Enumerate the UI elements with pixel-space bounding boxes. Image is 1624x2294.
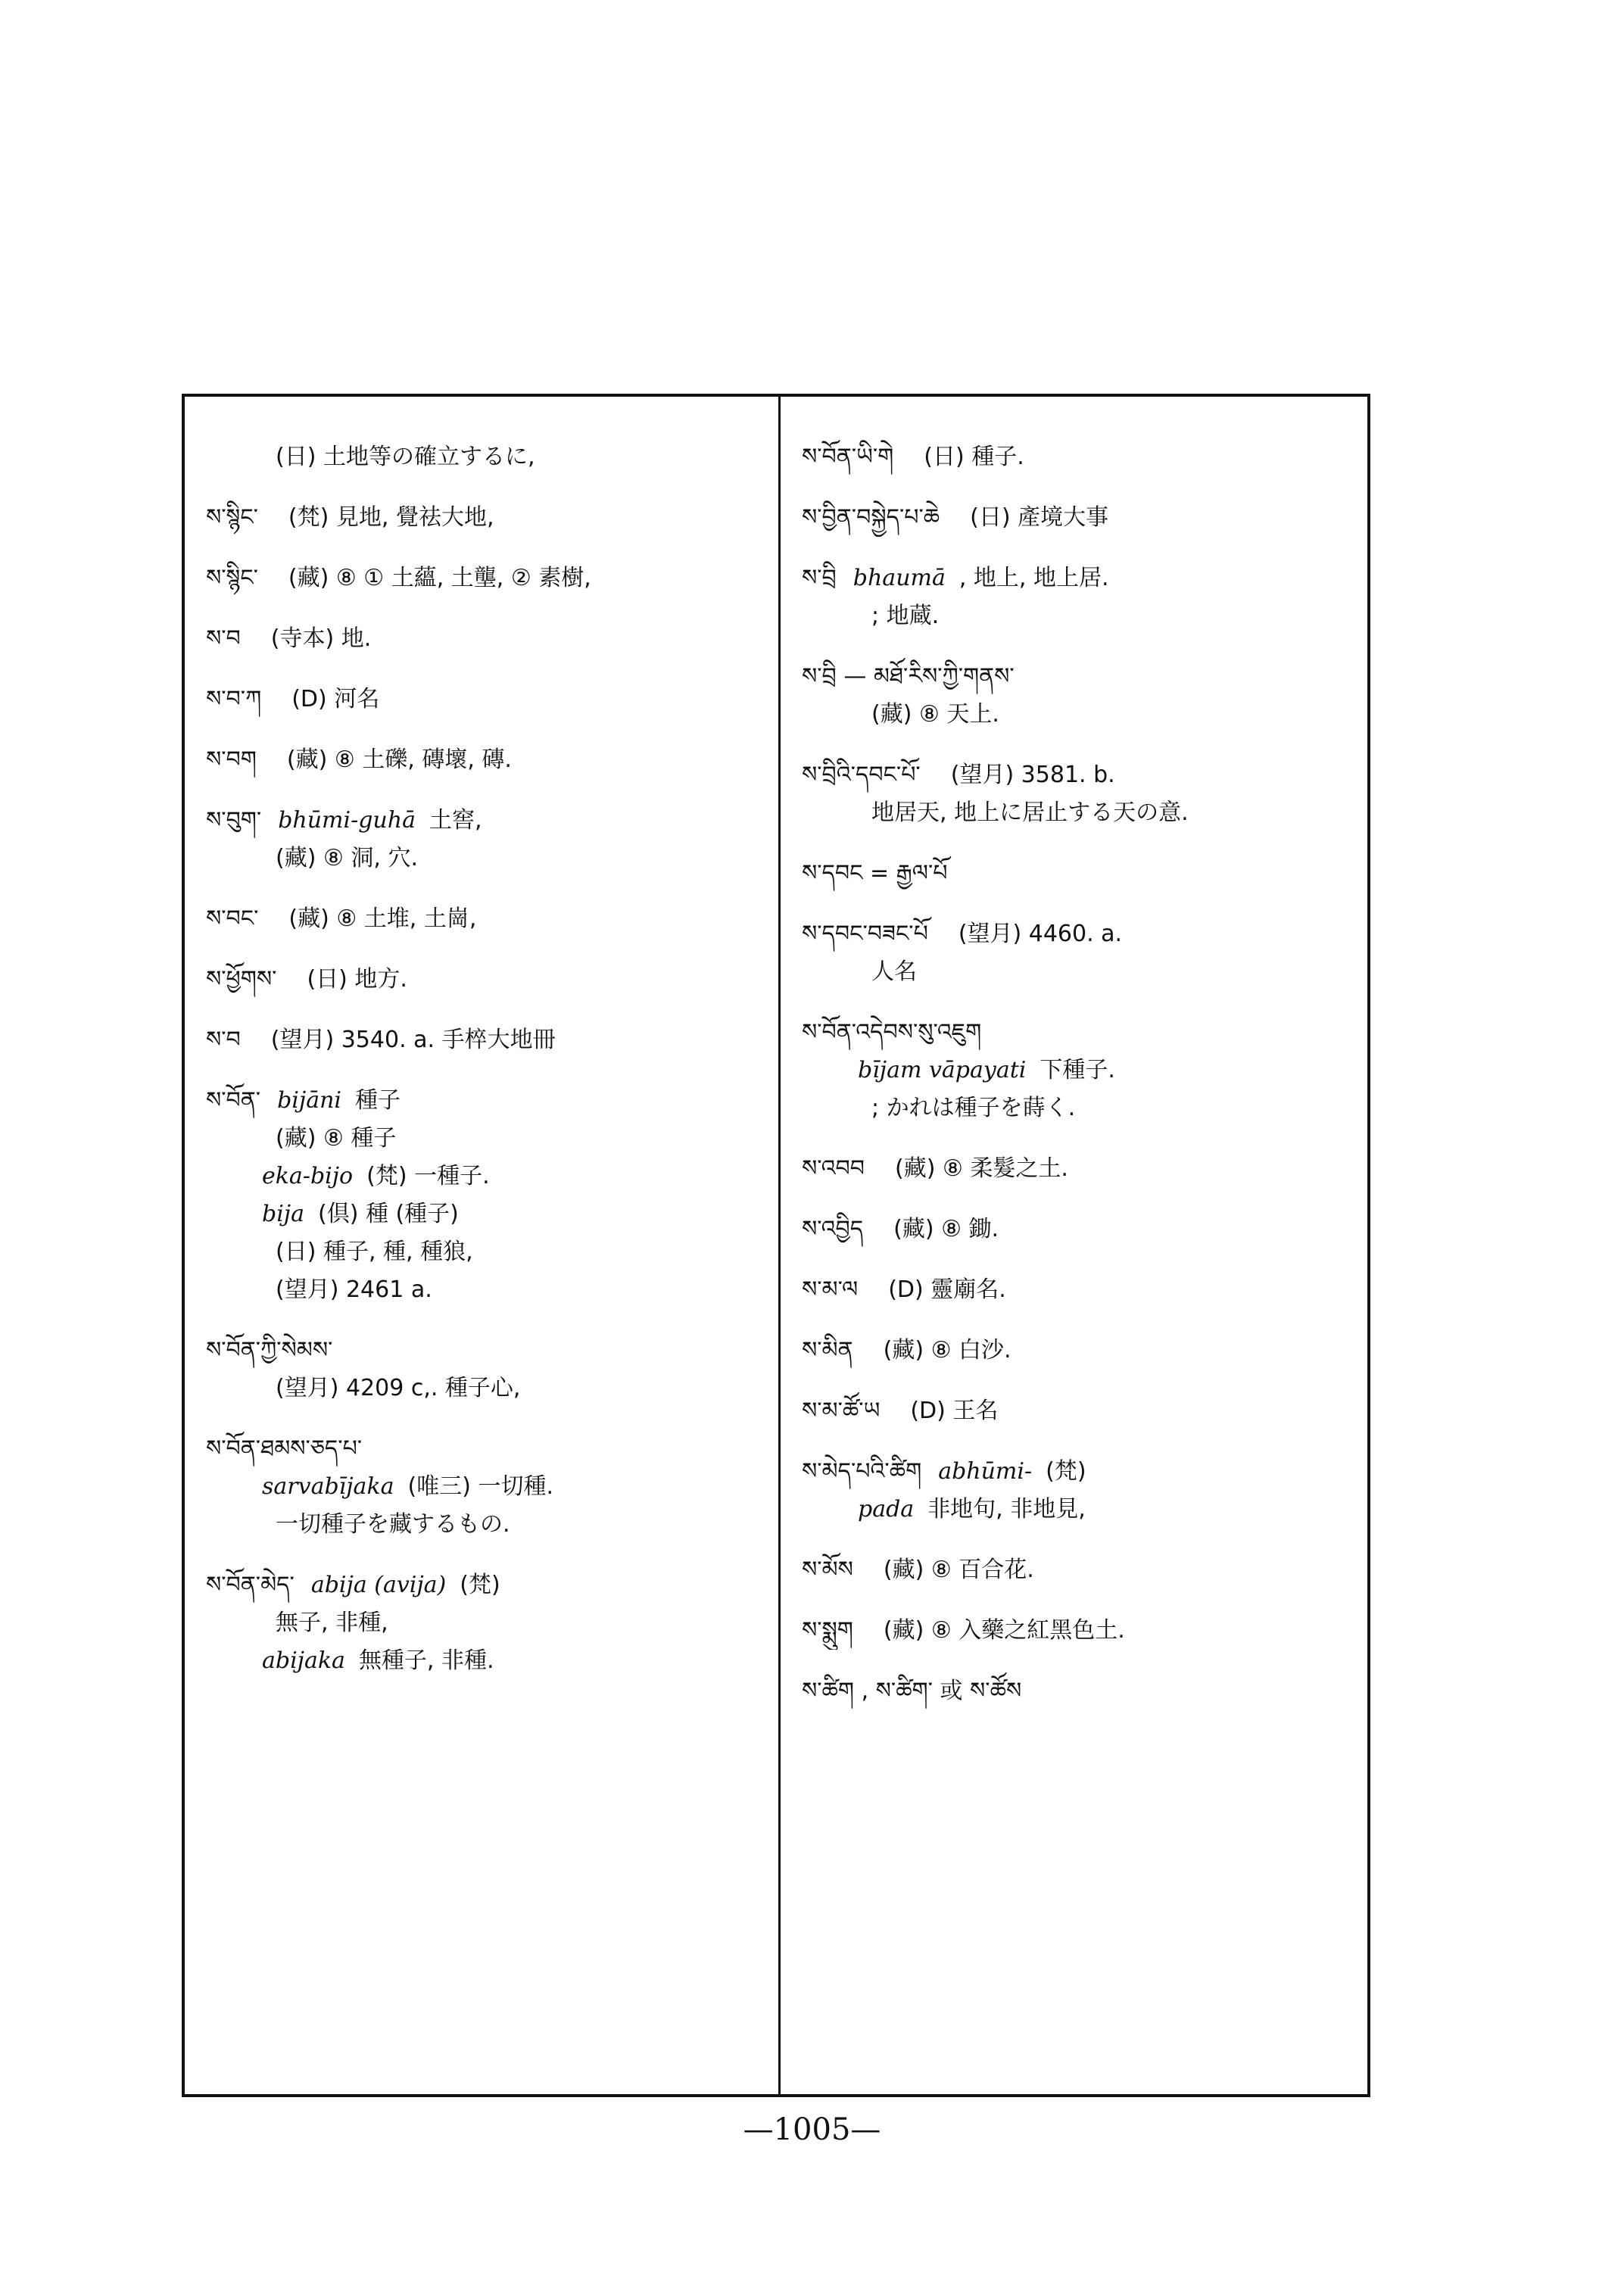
definition-text: (望月) 3581. b. bbox=[950, 762, 1115, 788]
definition-text: (藏) ⑧ 洞, 穴. bbox=[276, 845, 418, 871]
entry-line bbox=[802, 855, 1358, 893]
dictionary-entry bbox=[206, 1430, 769, 1544]
entry-line bbox=[802, 1392, 1358, 1430]
dictionary-entry bbox=[206, 1082, 769, 1309]
entry-line bbox=[206, 1468, 769, 1506]
sanskrit-term: pada bbox=[858, 1496, 915, 1523]
definition-text: (藏) ⑧ 鋤. bbox=[893, 1216, 999, 1242]
tibetan-headword: ས་མིན bbox=[802, 1337, 853, 1364]
dictionary-entry bbox=[802, 1271, 1358, 1309]
entry-line bbox=[206, 741, 769, 779]
dictionary-entry bbox=[206, 620, 769, 658]
entry-line bbox=[802, 1612, 1358, 1650]
definition-text: (D) 王名 bbox=[910, 1398, 999, 1424]
definition-text: (望月) 2461 a. bbox=[276, 1276, 432, 1303]
definition-text: (藏) ⑧ 柔髮之土. bbox=[895, 1155, 1068, 1182]
entry-line bbox=[206, 1506, 769, 1544]
definition-text: (梵) 見地, 覺祛大地, bbox=[288, 504, 494, 531]
dictionary-entry bbox=[802, 1453, 1358, 1529]
tibetan-headword: ས་སྨུག bbox=[802, 1617, 853, 1644]
tibetan-headword: ས་བོན་ཀྱི་སེམས་ bbox=[206, 1337, 333, 1364]
definition-text: (日) 種子, 種, 種狼, bbox=[276, 1239, 473, 1265]
entry-line bbox=[802, 1150, 1358, 1188]
sanskrit-term: sarvabījaka bbox=[262, 1473, 394, 1500]
definition-text: (唯三) 一切種. bbox=[407, 1473, 553, 1500]
entry-line bbox=[206, 438, 769, 476]
entry-line bbox=[802, 438, 1358, 476]
dictionary-entry bbox=[802, 1551, 1358, 1589]
entry-line bbox=[802, 1089, 1358, 1127]
tibetan-headword: ས་བོན་ bbox=[206, 1087, 261, 1114]
entry-line bbox=[206, 559, 769, 597]
sanskrit-term: abijaka bbox=[262, 1647, 345, 1674]
dictionary-entry bbox=[206, 438, 769, 476]
definition-text: 無種子, 非種. bbox=[358, 1647, 494, 1674]
entry-line bbox=[206, 1430, 769, 1468]
entry-line bbox=[206, 620, 769, 658]
sanskrit-term: bija bbox=[262, 1201, 304, 1227]
definition-text: 一切種子を藏するもの. bbox=[276, 1511, 510, 1538]
definition-text: (日) 地方. bbox=[307, 966, 407, 993]
entry-line bbox=[802, 658, 1358, 696]
dictionary-entry bbox=[206, 900, 769, 938]
definition-text: 地居天, 地上に居止する天の意. bbox=[871, 799, 1189, 826]
tibetan-headword: ས་སྙིང་ bbox=[206, 565, 258, 591]
tibetan-headword: ས་དབང་བཟང་པོ bbox=[802, 921, 928, 947]
definition-text: , 地上, 地上居. bbox=[959, 565, 1109, 591]
definition-text: 非地句, 非地見, bbox=[927, 1496, 1086, 1523]
entry-line bbox=[802, 953, 1358, 991]
entry-line bbox=[802, 756, 1358, 794]
entry-line bbox=[802, 1551, 1358, 1589]
tibetan-headword: ས་བོན་ཐམས་ཅད་པ་ bbox=[206, 1435, 363, 1462]
entry-line bbox=[802, 499, 1358, 537]
entry-line bbox=[802, 597, 1358, 635]
definition-text: (望月) 4460. a. bbox=[958, 921, 1123, 947]
entry-line bbox=[206, 1233, 769, 1271]
definition-text: (望月) 3540. a. 手椊大地冊 bbox=[270, 1027, 556, 1053]
definition-text: (藏) ⑧ ① 土蘊, 土壟, ② 素樹, bbox=[288, 565, 591, 591]
dictionary-entry bbox=[802, 559, 1358, 635]
dictionary-entry bbox=[802, 1211, 1358, 1248]
tibetan-headword: ས་བག bbox=[206, 746, 257, 773]
dictionary-entry bbox=[206, 1021, 769, 1059]
dictionary-entry bbox=[802, 1672, 1358, 1710]
tibetan-headword: ས་དབང = རྒྱལ་པོ bbox=[802, 860, 948, 887]
page-number: —1005— bbox=[743, 2112, 881, 2147]
definition-text: 人名 bbox=[871, 958, 917, 985]
dictionary-frame bbox=[182, 394, 1370, 2097]
entry-line bbox=[802, 1052, 1358, 1089]
tibetan-headword: ས་བོན་ཡི་གེ bbox=[802, 444, 894, 470]
sanskrit-term: bhūmi-guhā bbox=[278, 807, 416, 834]
entry-line bbox=[206, 1158, 769, 1195]
right-column bbox=[781, 397, 1367, 2094]
definition-text: (日) 土地等の確立するに, bbox=[276, 444, 535, 470]
entry-line bbox=[206, 681, 769, 718]
definition-text: (日) 種子. bbox=[924, 444, 1024, 470]
definition-text: (梵) 一種子. bbox=[366, 1163, 490, 1189]
tibetan-headword: ས་བྲིའི་དབང་པོ་ bbox=[802, 762, 921, 788]
dictionary-entry bbox=[206, 1332, 769, 1407]
entry-line bbox=[206, 1332, 769, 1370]
definition-text: (梵) bbox=[460, 1572, 500, 1598]
dictionary-entry bbox=[802, 658, 1358, 734]
dictionary-entry bbox=[802, 1612, 1358, 1650]
entry-line bbox=[802, 1271, 1358, 1309]
tibetan-headword: ས་མ་ལ bbox=[802, 1276, 859, 1303]
tibetan-headword: ས་བ bbox=[206, 625, 241, 652]
entry-line bbox=[802, 794, 1358, 832]
definition-text: (藏) ⑧ 天上. bbox=[871, 701, 999, 728]
entry-line bbox=[206, 1370, 769, 1407]
entry-line bbox=[206, 1271, 769, 1309]
dictionary-entry bbox=[802, 915, 1358, 991]
dictionary-entry bbox=[206, 741, 769, 779]
tibetan-headword: ས་འབྱིད bbox=[802, 1216, 864, 1242]
tibetan-headword: ས་བོན་མེད་ bbox=[206, 1572, 295, 1598]
sanskrit-term: eka-bijo bbox=[262, 1163, 354, 1189]
dictionary-entry bbox=[802, 499, 1358, 537]
sanskrit-term: abija (avija) bbox=[310, 1572, 447, 1598]
dictionary-entry bbox=[802, 1392, 1358, 1430]
tibetan-headword: ས་ཕྱོགས་ bbox=[206, 966, 277, 993]
definition-text: (藏) ⑧ 百合花. bbox=[883, 1557, 1034, 1583]
dictionary-entry bbox=[802, 756, 1358, 832]
tibetan-headword: ས་བ bbox=[206, 1027, 241, 1053]
entry-line bbox=[802, 1211, 1358, 1248]
dictionary-entry bbox=[206, 802, 769, 877]
definition-text: (日) 產境大事 bbox=[970, 504, 1109, 531]
entry-line bbox=[206, 1604, 769, 1642]
dictionary-entry bbox=[802, 438, 1358, 476]
sanskrit-term: bījam vāpayati bbox=[858, 1057, 1027, 1083]
entry-line bbox=[206, 499, 769, 537]
tibetan-headword: ས་མ་ཚོ་ཡ bbox=[802, 1398, 881, 1424]
definition-text: (D) 河名 bbox=[291, 686, 380, 712]
dictionary-entry bbox=[206, 559, 769, 597]
left-column bbox=[185, 397, 778, 2094]
dictionary-entry bbox=[206, 961, 769, 999]
tibetan-headword: ས་ཚིག , ས་ཚིག་ 或 ས་ཚོས bbox=[802, 1678, 1022, 1704]
definition-text: (藏) ⑧ 種子 bbox=[276, 1125, 397, 1152]
entry-line bbox=[206, 1082, 769, 1120]
sanskrit-term: bijāni bbox=[277, 1087, 341, 1114]
dictionary-entry bbox=[802, 1014, 1358, 1127]
dictionary-entry bbox=[206, 499, 769, 537]
definition-text: ; 地蔵. bbox=[871, 603, 940, 629]
definition-text: 下種子. bbox=[1040, 1057, 1115, 1083]
definition-text: (藏) ⑧ 白沙. bbox=[883, 1337, 1011, 1364]
entry-line bbox=[206, 1566, 769, 1604]
entry-line bbox=[802, 1332, 1358, 1370]
dictionary-entry bbox=[802, 855, 1358, 893]
entry-line bbox=[206, 1642, 769, 1680]
tibetan-headword: ས་བུག་ bbox=[206, 807, 262, 834]
dictionary-entry bbox=[802, 1332, 1358, 1370]
entry-line bbox=[802, 915, 1358, 953]
entry-line bbox=[206, 961, 769, 999]
entry-line bbox=[802, 1672, 1358, 1710]
tibetan-headword: ས་བ་ཀ bbox=[206, 686, 262, 712]
entry-line bbox=[802, 1453, 1358, 1491]
tibetan-headword: ས་བོན་འདེབས་སུ་འཇུག bbox=[802, 1019, 982, 1046]
entry-line bbox=[802, 696, 1358, 734]
tibetan-headword: ས་མེད་པའི་ཚིག bbox=[802, 1458, 922, 1485]
definition-text: (藏) ⑧ 入藥之紅黑色土. bbox=[883, 1617, 1125, 1644]
definition-text: (藏) ⑧ 土堆, 土崗, bbox=[288, 905, 477, 932]
definition-text: 種子 bbox=[355, 1087, 401, 1114]
entry-line bbox=[206, 1195, 769, 1233]
tibetan-headword: ས་བང་ bbox=[206, 905, 259, 932]
entry-line bbox=[206, 1120, 769, 1158]
sanskrit-term: abhūmi- bbox=[938, 1458, 1033, 1485]
entry-line bbox=[802, 1014, 1358, 1052]
tibetan-headword: ས་བྱིན་བསྐྱེད་པ་ཆེ bbox=[802, 504, 940, 531]
entry-line bbox=[802, 559, 1358, 597]
definition-text: (望月) 4209 c,. 種子心, bbox=[276, 1375, 521, 1401]
tibetan-headword: ས་མོས bbox=[802, 1557, 853, 1583]
entry-line bbox=[206, 1021, 769, 1059]
definition-text: 無子, 非種, bbox=[276, 1610, 388, 1636]
entry-line bbox=[802, 1491, 1358, 1529]
definition-text: ; かれは種子を蒔く. bbox=[871, 1095, 1076, 1121]
definition-text: (倶) 種 (種子) bbox=[318, 1201, 459, 1227]
definition-text: (藏) ⑧ 土礫, 磚壞, 磚. bbox=[286, 746, 512, 773]
entry-line bbox=[206, 802, 769, 840]
sanskrit-term: bhaumā bbox=[853, 565, 946, 591]
definition-text: (D) 靈廟名. bbox=[888, 1276, 1006, 1303]
entry-line bbox=[206, 900, 769, 938]
definition-text: (梵) bbox=[1046, 1458, 1086, 1485]
dictionary-entry bbox=[206, 1566, 769, 1680]
tibetan-headword: ས་བྲི bbox=[802, 565, 837, 591]
dictionary-entry bbox=[206, 681, 769, 718]
definition-text: (寺本) 地. bbox=[270, 625, 372, 652]
tibetan-headword: ས་འབབ bbox=[802, 1155, 865, 1182]
entry-line bbox=[206, 840, 769, 877]
definition-text: 土窖, bbox=[429, 807, 482, 834]
tibetan-headword: ས་བྲི — མཐོ་རིས་ཀྱི་གནས་ bbox=[802, 663, 1015, 690]
tibetan-headword: ས་སྙིང་ bbox=[206, 504, 258, 531]
dictionary-entry bbox=[802, 1150, 1358, 1188]
